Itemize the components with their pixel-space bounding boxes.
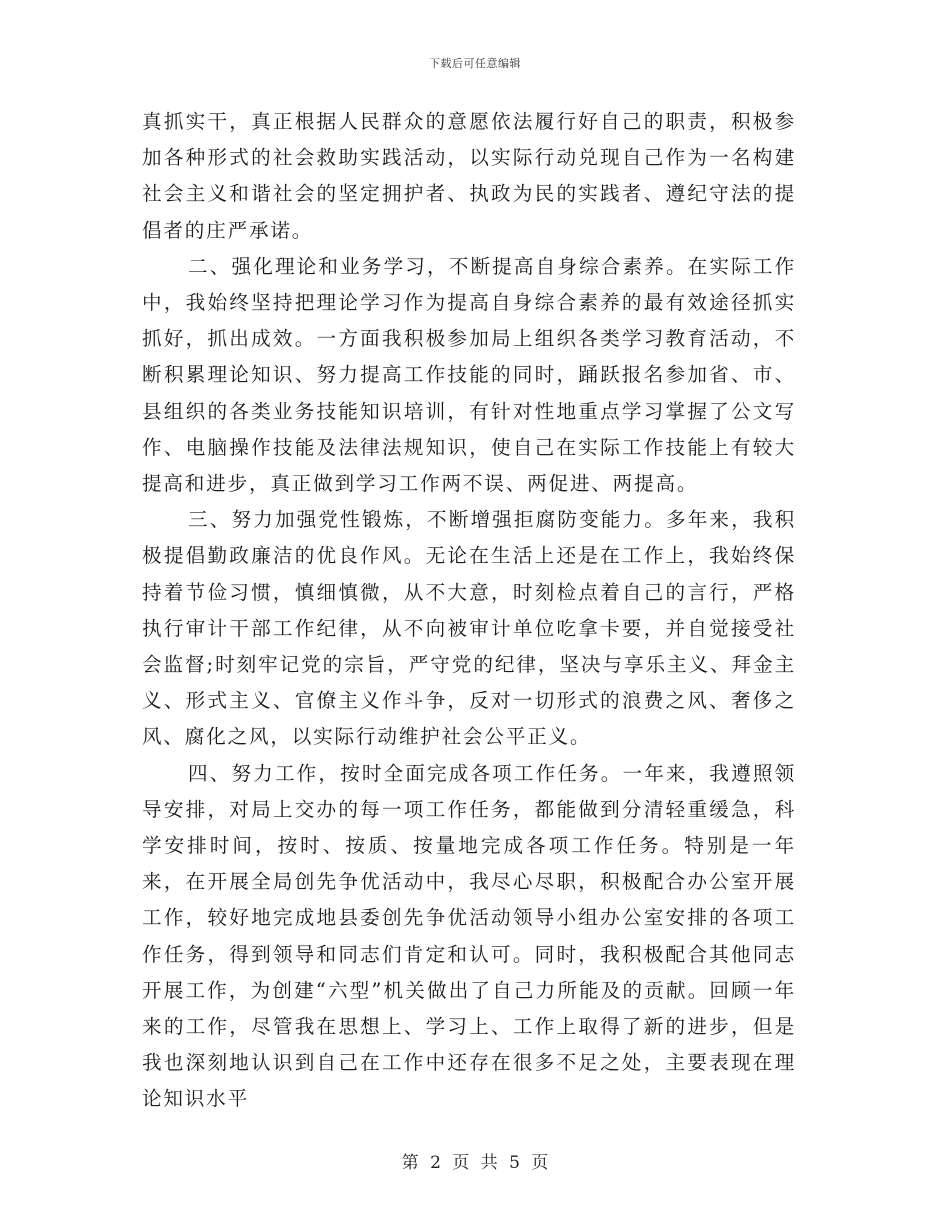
page-number-current: 2 (430, 1153, 441, 1173)
document-body (142, 104, 796, 1118)
footer-total-word: 共 (480, 1153, 498, 1173)
footer-prefix: 第 (401, 1153, 419, 1173)
page-number-total: 5 (509, 1153, 520, 1173)
footer-page-word: 页 (452, 1153, 470, 1173)
paragraph-continuation: 真抓实干，真正根据人民群众的意愿依法履行好自己的职责，积极参加各种形式的社会救助实践活动，以实际行动兑现自己作为一名构建社会主义和谐社会的坚定拥护者、执政为民的实践者、遵纪守法的提倡者的庄严承诺。 (142, 110, 796, 242)
page-footer (0, 1148, 950, 1173)
paragraph-section-2: 二、强化理论和业务学习，不断提高自身综合素养。在实际工作中，我始终坚持把理论学习作为提高自身综合素养的最有效途径抓实抓好，抓出成效。一方面我积极参加局上组织各类学习教育活动，不断积累理论知识、努力提高工作技能的同时，踊跃报名参加省、市、县组织的各类业务技能知识培训，有针对性地重点学习掌握了公文写作、电脑操作技能及法律法规知识，使自己在实际工作技能上有较大提高和进步，真正做到学习工作两不误、两促进、两提高。 (142, 254, 796, 496)
paragraph-section-3: 三、努力加强党性锻炼，不断增强拒腐防变能力。多年来，我积极提倡勤政廉洁的优良作风。无论在生活上还是在工作上，我始终保持着节俭习惯，慎细慎微，从不大意，时刻检点着自己的言行，严格执行审计干部工作纪律，从不向被审计单位吃拿卡要，并自觉接受社会监督;时刻牢记党的宗旨，严守党的纪律，坚决与享乐主义、拜金主义、形式主义、官僚主义作斗争，反对一切形式的浪费之风、奢侈之风、腐化之风，以实际行动维护社会公平正义。 (142, 508, 796, 749)
footer-suffix: 页 (531, 1153, 549, 1173)
paragraph-section-4: 四、努力工作，按时全面完成各项工作任务。一年来，我遵照领导安排，对局上交办的每一项工作任务，都能做到分清轻重缓急，科学安排时间，按时、按质、按量地完成各项工作任务。特别是一年来，在开展全局创先争优活动中，我尽心尽职，积极配合办公室开展工作，较好地完成地县委创先争优活动领导小组办公室安排的各项工作任务，得到领导和同志们肯定和认可。同时，我积极配合其他同志开展工作，为创建“六型”机关做出了自己力所能及的贡献。回顾一年来的工作，尽管我在思想上、学习上、工作上取得了新的进步，但是我也深刻地认识到自己在工作中还存在很多不足之处，主要表现在理论知识水平 (142, 761, 796, 1111)
header-note: 下载后可任意编辑 (429, 57, 521, 70)
